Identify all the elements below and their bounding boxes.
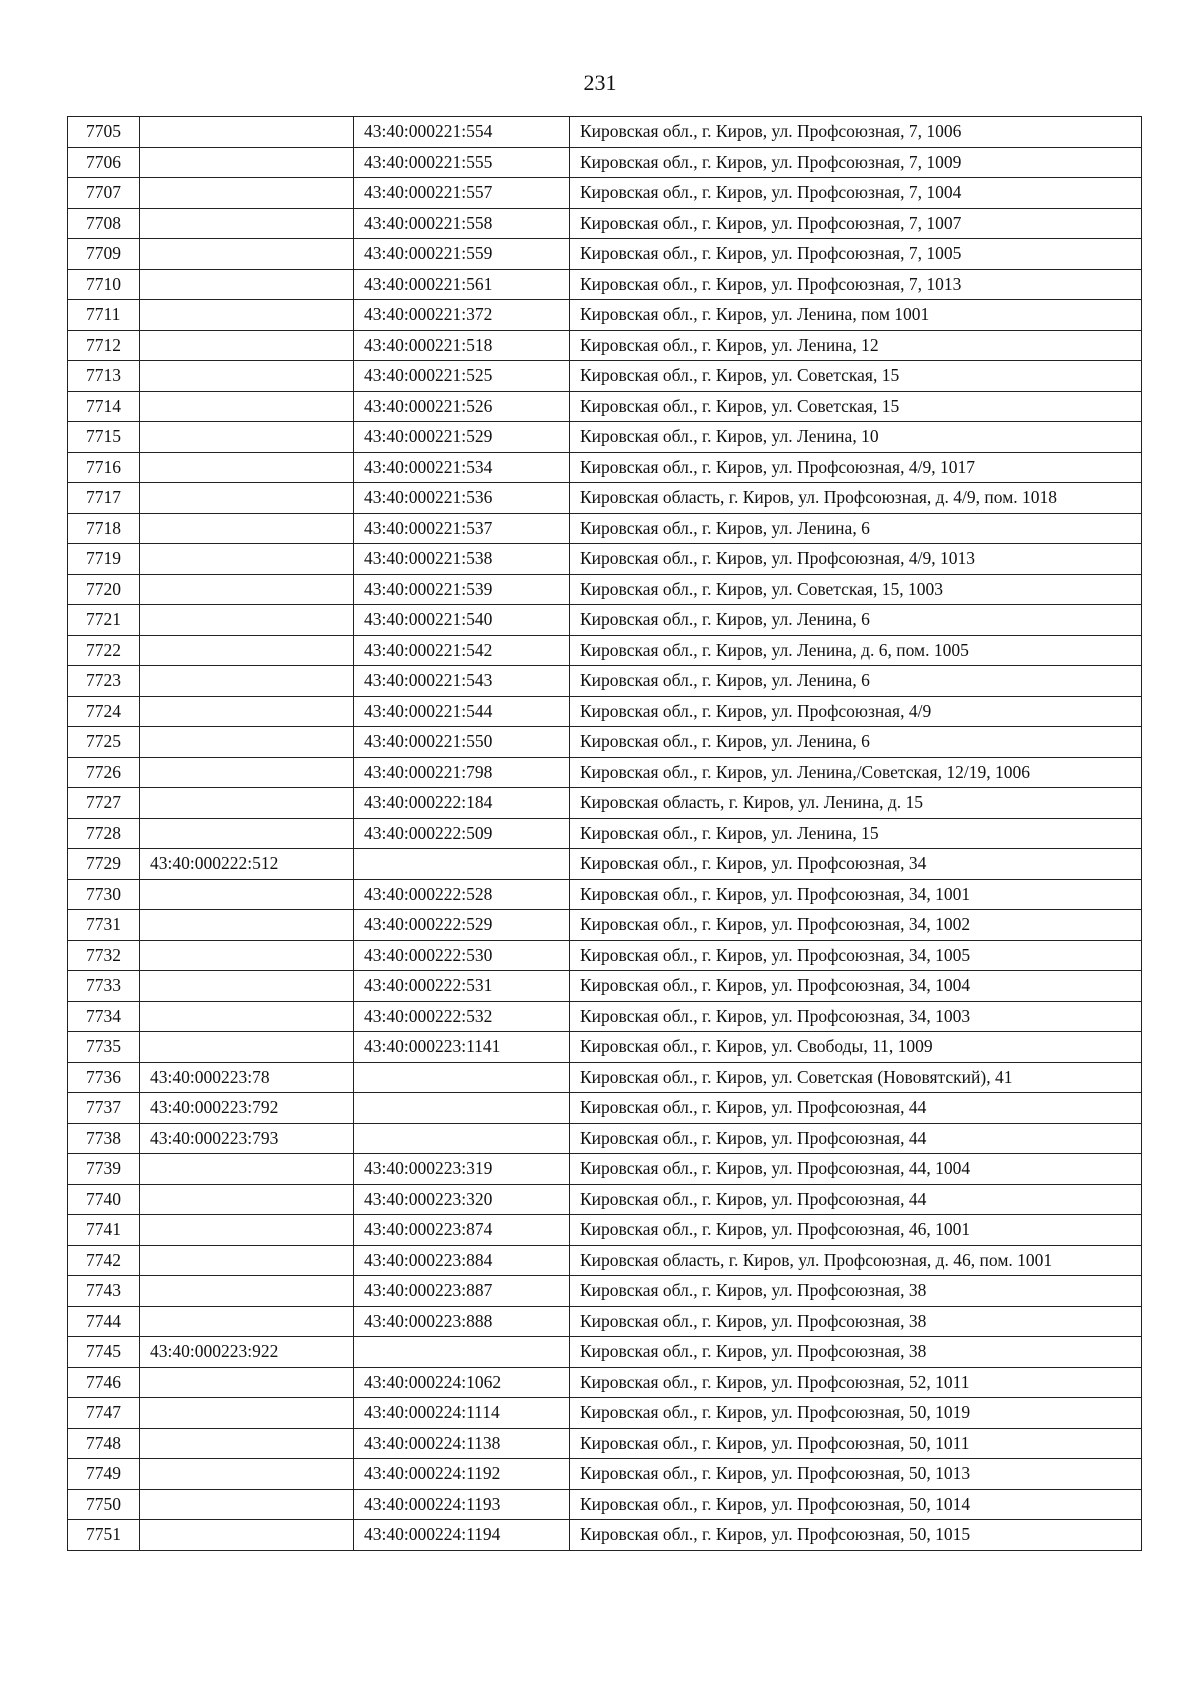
table-row (68, 544, 1142, 575)
land-cadastral-cell (140, 1398, 354, 1429)
land-cadastral-cell: 43:40:000222:512 (140, 849, 354, 880)
row-number-cell: 7721 (68, 605, 140, 636)
land-cadastral-cell (140, 178, 354, 209)
table-row (68, 605, 1142, 636)
table-row (68, 483, 1142, 514)
building-cadastral-cell: 43:40:000221:542 (354, 635, 570, 666)
table-row (68, 239, 1142, 270)
building-cadastral-cell: 43:40:000224:1192 (354, 1459, 570, 1490)
row-number-cell: 7750 (68, 1489, 140, 1520)
property-registry-table (67, 116, 1142, 1551)
land-cadastral-cell (140, 971, 354, 1002)
row-number-cell: 7707 (68, 178, 140, 209)
building-cadastral-cell: 43:40:000223:1141 (354, 1032, 570, 1063)
row-number-cell: 7745 (68, 1337, 140, 1368)
building-cadastral-cell: 43:40:000222:531 (354, 971, 570, 1002)
row-number-cell: 7746 (68, 1367, 140, 1398)
building-cadastral-cell: 43:40:000222:529 (354, 910, 570, 941)
building-cadastral-cell: 43:40:000221:543 (354, 666, 570, 697)
land-cadastral-cell (140, 513, 354, 544)
land-cadastral-cell (140, 818, 354, 849)
building-cadastral-cell: 43:40:000221:540 (354, 605, 570, 636)
row-number-cell: 7748 (68, 1428, 140, 1459)
building-cadastral-cell: 43:40:000223:888 (354, 1306, 570, 1337)
address-cell: Кировская обл., г. Киров, ул. Ленина,/Советская, 12/19, 1006 (570, 757, 1142, 788)
land-cadastral-cell (140, 1306, 354, 1337)
table-row (68, 391, 1142, 422)
building-cadastral-cell: 43:40:000221:539 (354, 574, 570, 605)
building-cadastral-cell (354, 1337, 570, 1368)
address-cell: Кировская обл., г. Киров, ул. Профсоюзная, 50, 1011 (570, 1428, 1142, 1459)
row-number-cell: 7736 (68, 1062, 140, 1093)
row-number-cell: 7732 (68, 940, 140, 971)
building-cadastral-cell: 43:40:000222:509 (354, 818, 570, 849)
building-cadastral-cell: 43:40:000221:525 (354, 361, 570, 392)
address-cell: Кировская обл., г. Киров, ул. Ленина, 6 (570, 666, 1142, 697)
table-row (68, 1459, 1142, 1490)
building-cadastral-cell: 43:40:000221:555 (354, 147, 570, 178)
table-row (68, 696, 1142, 727)
row-number-cell: 7742 (68, 1245, 140, 1276)
address-cell: Кировская обл., г. Киров, ул. Ленина, 6 (570, 605, 1142, 636)
row-number-cell: 7708 (68, 208, 140, 239)
address-cell: Кировская обл., г. Киров, ул. Советская, 15 (570, 361, 1142, 392)
building-cadastral-cell: 43:40:000223:319 (354, 1154, 570, 1185)
address-cell: Кировская обл., г. Киров, ул. Профсоюзная, 44 (570, 1184, 1142, 1215)
land-cadastral-cell (140, 1367, 354, 1398)
land-cadastral-cell (140, 605, 354, 636)
row-number-cell: 7728 (68, 818, 140, 849)
row-number-cell: 7744 (68, 1306, 140, 1337)
table-row (68, 1093, 1142, 1124)
table-row (68, 1276, 1142, 1307)
row-number-cell: 7734 (68, 1001, 140, 1032)
building-cadastral-cell: 43:40:000221:554 (354, 117, 570, 148)
land-cadastral-cell (140, 1154, 354, 1185)
address-cell: Кировская обл., г. Киров, ул. Профсоюзная, 34, 1004 (570, 971, 1142, 1002)
building-cadastral-cell: 43:40:000221:558 (354, 208, 570, 239)
table-row (68, 1245, 1142, 1276)
row-number-cell: 7720 (68, 574, 140, 605)
table-row (68, 269, 1142, 300)
building-cadastral-cell: 43:40:000222:532 (354, 1001, 570, 1032)
building-cadastral-cell: 43:40:000221:537 (354, 513, 570, 544)
building-cadastral-cell: 43:40:000223:887 (354, 1276, 570, 1307)
land-cadastral-cell (140, 666, 354, 697)
table-row (68, 513, 1142, 544)
address-cell: Кировская обл., г. Киров, ул. Профсоюзная, 50, 1019 (570, 1398, 1142, 1429)
page-number: 231 (583, 70, 617, 95)
address-cell: Кировская обл., г. Киров, ул. Профсоюзная, 7, 1005 (570, 239, 1142, 270)
address-cell: Кировская обл., г. Киров, ул. Профсоюзная, 44, 1004 (570, 1154, 1142, 1185)
row-number-cell: 7716 (68, 452, 140, 483)
land-cadastral-cell (140, 147, 354, 178)
building-cadastral-cell: 43:40:000223:874 (354, 1215, 570, 1246)
land-cadastral-cell: 43:40:000223:78 (140, 1062, 354, 1093)
table-row (68, 1184, 1142, 1215)
address-cell: Кировская обл., г. Киров, ул. Профсоюзная, 34 (570, 849, 1142, 880)
building-cadastral-cell: 43:40:000221:559 (354, 239, 570, 270)
address-cell: Кировская обл., г. Киров, ул. Ленина, 10 (570, 422, 1142, 453)
row-number-cell: 7713 (68, 361, 140, 392)
land-cadastral-cell (140, 1215, 354, 1246)
table-row (68, 361, 1142, 392)
row-number-cell: 7724 (68, 696, 140, 727)
land-cadastral-cell (140, 574, 354, 605)
row-number-cell: 7706 (68, 147, 140, 178)
address-cell: Кировская обл., г. Киров, ул. Профсоюзная, 38 (570, 1337, 1142, 1368)
row-number-cell: 7735 (68, 1032, 140, 1063)
address-cell: Кировская обл., г. Киров, ул. Профсоюзная, 4/9, 1013 (570, 544, 1142, 575)
address-cell: Кировская обл., г. Киров, ул. Ленина, 12 (570, 330, 1142, 361)
address-cell: Кировская обл., г. Киров, ул. Профсоюзная, 34, 1001 (570, 879, 1142, 910)
table-row (68, 1367, 1142, 1398)
table-row (68, 1123, 1142, 1154)
address-cell: Кировская обл., г. Киров, ул. Профсоюзная, 7, 1013 (570, 269, 1142, 300)
land-cadastral-cell (140, 361, 354, 392)
table-row (68, 940, 1142, 971)
address-cell: Кировская область, г. Киров, ул. Ленина, д. 15 (570, 788, 1142, 819)
land-cadastral-cell (140, 422, 354, 453)
row-number-cell: 7711 (68, 300, 140, 331)
address-cell: Кировская обл., г. Киров, ул. Профсоюзная, 34, 1003 (570, 1001, 1142, 1032)
address-cell: Кировская обл., г. Киров, ул. Профсоюзная, 44 (570, 1093, 1142, 1124)
table-row (68, 757, 1142, 788)
row-number-cell: 7714 (68, 391, 140, 422)
table-row (68, 178, 1142, 209)
table-row (68, 910, 1142, 941)
land-cadastral-cell (140, 330, 354, 361)
address-cell: Кировская обл., г. Киров, ул. Профсоюзная, 44 (570, 1123, 1142, 1154)
address-cell: Кировская обл., г. Киров, ул. Профсоюзная, 46, 1001 (570, 1215, 1142, 1246)
building-cadastral-cell: 43:40:000224:1194 (354, 1520, 570, 1551)
table-row (68, 147, 1142, 178)
row-number-cell: 7718 (68, 513, 140, 544)
table-row (68, 1215, 1142, 1246)
row-number-cell: 7737 (68, 1093, 140, 1124)
table-row (68, 574, 1142, 605)
address-cell: Кировская обл., г. Киров, ул. Ленина, пом 1001 (570, 300, 1142, 331)
building-cadastral-cell: 43:40:000224:1138 (354, 1428, 570, 1459)
address-cell: Кировская обл., г. Киров, ул. Профсоюзная, 38 (570, 1276, 1142, 1307)
land-cadastral-cell (140, 391, 354, 422)
address-cell: Кировская обл., г. Киров, ул. Профсоюзная, 50, 1013 (570, 1459, 1142, 1490)
table-row (68, 208, 1142, 239)
table-row (68, 1520, 1142, 1551)
table-row (68, 666, 1142, 697)
address-cell: Кировская обл., г. Киров, ул. Профсоюзная, 34, 1002 (570, 910, 1142, 941)
row-number-cell: 7726 (68, 757, 140, 788)
land-cadastral-cell: 43:40:000223:922 (140, 1337, 354, 1368)
land-cadastral-cell (140, 117, 354, 148)
address-cell: Кировская обл., г. Киров, ул. Профсоюзная, 7, 1006 (570, 117, 1142, 148)
table-row (68, 635, 1142, 666)
registry-table-body (68, 117, 1142, 1551)
table-row (68, 300, 1142, 331)
building-cadastral-cell: 43:40:000221:538 (354, 544, 570, 575)
table-row (68, 971, 1142, 1002)
row-number-cell: 7723 (68, 666, 140, 697)
building-cadastral-cell: 43:40:000221:534 (354, 452, 570, 483)
address-cell: Кировская обл., г. Киров, ул. Ленина, д. 6, пом. 1005 (570, 635, 1142, 666)
address-cell: Кировская обл., г. Киров, ул. Профсоюзная, 4/9 (570, 696, 1142, 727)
building-cadastral-cell (354, 1093, 570, 1124)
row-number-cell: 7725 (68, 727, 140, 758)
row-number-cell: 7751 (68, 1520, 140, 1551)
building-cadastral-cell: 43:40:000221:529 (354, 422, 570, 453)
land-cadastral-cell (140, 300, 354, 331)
building-cadastral-cell: 43:40:000221:544 (354, 696, 570, 727)
building-cadastral-cell: 43:40:000221:372 (354, 300, 570, 331)
land-cadastral-cell (140, 910, 354, 941)
table-row (68, 1062, 1142, 1093)
table-row (68, 1001, 1142, 1032)
table-row (68, 727, 1142, 758)
address-cell: Кировская обл., г. Киров, ул. Профсоюзная, 7, 1004 (570, 178, 1142, 209)
building-cadastral-cell: 43:40:000222:184 (354, 788, 570, 819)
table-row (68, 1489, 1142, 1520)
building-cadastral-cell: 43:40:000222:528 (354, 879, 570, 910)
row-number-cell: 7719 (68, 544, 140, 575)
building-cadastral-cell: 43:40:000224:1193 (354, 1489, 570, 1520)
building-cadastral-cell (354, 1123, 570, 1154)
land-cadastral-cell (140, 1459, 354, 1490)
row-number-cell: 7709 (68, 239, 140, 270)
land-cadastral-cell (140, 208, 354, 239)
address-cell: Кировская обл., г. Киров, ул. Советская (Нововятский), 41 (570, 1062, 1142, 1093)
row-number-cell: 7743 (68, 1276, 140, 1307)
land-cadastral-cell (140, 1489, 354, 1520)
land-cadastral-cell (140, 635, 354, 666)
row-number-cell: 7730 (68, 879, 140, 910)
row-number-cell: 7738 (68, 1123, 140, 1154)
address-cell: Кировская обл., г. Киров, ул. Профсоюзная, 34, 1005 (570, 940, 1142, 971)
building-cadastral-cell (354, 849, 570, 880)
land-cadastral-cell (140, 1032, 354, 1063)
row-number-cell: 7749 (68, 1459, 140, 1490)
land-cadastral-cell (140, 696, 354, 727)
address-cell: Кировская обл., г. Киров, ул. Свободы, 11, 1009 (570, 1032, 1142, 1063)
building-cadastral-cell: 43:40:000223:320 (354, 1184, 570, 1215)
land-cadastral-cell (140, 483, 354, 514)
row-number-cell: 7712 (68, 330, 140, 361)
row-number-cell: 7747 (68, 1398, 140, 1429)
table-row (68, 1428, 1142, 1459)
address-cell: Кировская обл., г. Киров, ул. Профсоюзная, 7, 1007 (570, 208, 1142, 239)
row-number-cell: 7733 (68, 971, 140, 1002)
building-cadastral-cell: 43:40:000224:1062 (354, 1367, 570, 1398)
building-cadastral-cell: 43:40:000221:557 (354, 178, 570, 209)
address-cell: Кировская область, г. Киров, ул. Профсоюзная, д. 46, пом. 1001 (570, 1245, 1142, 1276)
row-number-cell: 7739 (68, 1154, 140, 1185)
table-row (68, 818, 1142, 849)
address-cell: Кировская обл., г. Киров, ул. Профсоюзная, 38 (570, 1306, 1142, 1337)
land-cadastral-cell (140, 452, 354, 483)
land-cadastral-cell (140, 1520, 354, 1551)
row-number-cell: 7731 (68, 910, 140, 941)
table-row (68, 452, 1142, 483)
table-row (68, 330, 1142, 361)
land-cadastral-cell (140, 269, 354, 300)
address-cell: Кировская обл., г. Киров, ул. Профсоюзная, 50, 1015 (570, 1520, 1142, 1551)
land-cadastral-cell (140, 727, 354, 758)
table-row (68, 422, 1142, 453)
table-row (68, 1032, 1142, 1063)
address-cell: Кировская обл., г. Киров, ул. Ленина, 15 (570, 818, 1142, 849)
address-cell: Кировская обл., г. Киров, ул. Профсоюзная, 7, 1009 (570, 147, 1142, 178)
land-cadastral-cell (140, 1184, 354, 1215)
building-cadastral-cell: 43:40:000221:798 (354, 757, 570, 788)
land-cadastral-cell (140, 1001, 354, 1032)
table-row (68, 1337, 1142, 1368)
land-cadastral-cell (140, 239, 354, 270)
address-cell: Кировская обл., г. Киров, ул. Профсоюзная, 50, 1014 (570, 1489, 1142, 1520)
address-cell: Кировская обл., г. Киров, ул. Ленина, 6 (570, 513, 1142, 544)
land-cadastral-cell (140, 879, 354, 910)
building-cadastral-cell: 43:40:000221:550 (354, 727, 570, 758)
table-row (68, 788, 1142, 819)
row-number-cell: 7741 (68, 1215, 140, 1246)
building-cadastral-cell (354, 1062, 570, 1093)
table-row (68, 879, 1142, 910)
table-row (68, 1306, 1142, 1337)
building-cadastral-cell: 43:40:000221:526 (354, 391, 570, 422)
row-number-cell: 7727 (68, 788, 140, 819)
address-cell: Кировская обл., г. Киров, ул. Советская, 15 (570, 391, 1142, 422)
land-cadastral-cell (140, 544, 354, 575)
address-cell: Кировская область, г. Киров, ул. Профсоюзная, д. 4/9, пом. 1018 (570, 483, 1142, 514)
building-cadastral-cell: 43:40:000223:884 (354, 1245, 570, 1276)
row-number-cell: 7705 (68, 117, 140, 148)
land-cadastral-cell (140, 940, 354, 971)
row-number-cell: 7729 (68, 849, 140, 880)
address-cell: Кировская обл., г. Киров, ул. Профсоюзная, 4/9, 1017 (570, 452, 1142, 483)
building-cadastral-cell: 43:40:000222:530 (354, 940, 570, 971)
building-cadastral-cell: 43:40:000224:1114 (354, 1398, 570, 1429)
address-cell: Кировская обл., г. Киров, ул. Ленина, 6 (570, 727, 1142, 758)
row-number-cell: 7710 (68, 269, 140, 300)
row-number-cell: 7717 (68, 483, 140, 514)
land-cadastral-cell: 43:40:000223:792 (140, 1093, 354, 1124)
land-cadastral-cell: 43:40:000223:793 (140, 1123, 354, 1154)
building-cadastral-cell: 43:40:000221:518 (354, 330, 570, 361)
land-cadastral-cell (140, 757, 354, 788)
table-row (68, 1398, 1142, 1429)
row-number-cell: 7722 (68, 635, 140, 666)
land-cadastral-cell (140, 1276, 354, 1307)
row-number-cell: 7715 (68, 422, 140, 453)
building-cadastral-cell: 43:40:000221:561 (354, 269, 570, 300)
land-cadastral-cell (140, 1428, 354, 1459)
row-number-cell: 7740 (68, 1184, 140, 1215)
address-cell: Кировская обл., г. Киров, ул. Профсоюзная, 52, 1011 (570, 1367, 1142, 1398)
address-cell: Кировская обл., г. Киров, ул. Советская, 15, 1003 (570, 574, 1142, 605)
land-cadastral-cell (140, 1245, 354, 1276)
building-cadastral-cell: 43:40:000221:536 (354, 483, 570, 514)
table-row (68, 849, 1142, 880)
table-row (68, 1154, 1142, 1185)
land-cadastral-cell (140, 788, 354, 819)
table-row (68, 117, 1142, 148)
